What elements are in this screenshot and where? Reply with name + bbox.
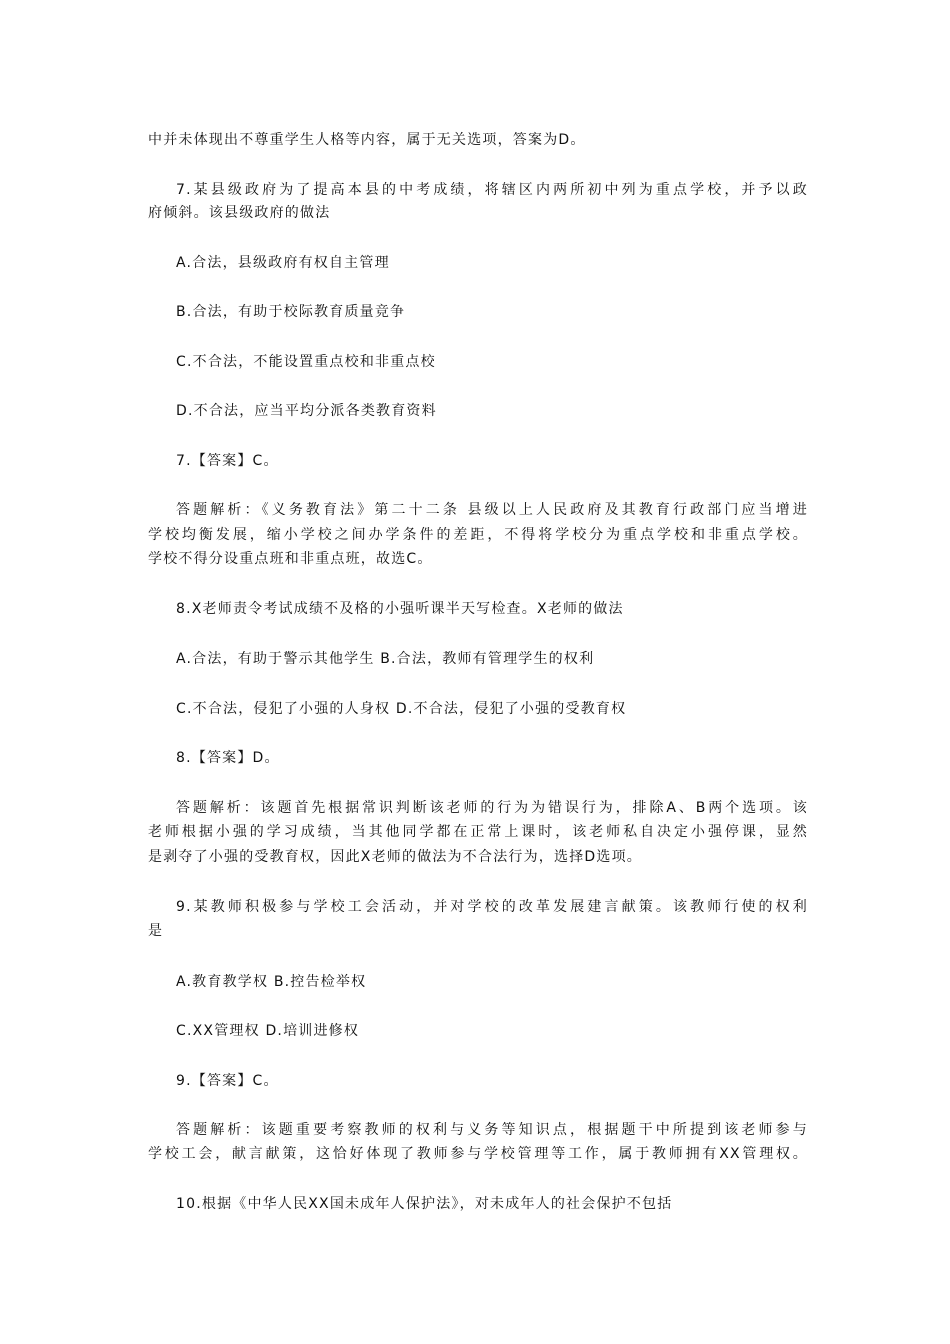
text-line: 府倾斜。该县级政府的做法 — [148, 205, 331, 221]
text-line: 老师根据小强的学习成绩，当其他同学都在正常上课时，该老师私自决定小强停课，显然 — [148, 824, 808, 840]
question-7: 7.某县级政府为了提高本县的中考成绩，将辖区内两所初中列为重点学校，并予以政 — [176, 182, 808, 198]
question-9: 9.某教师积极参与学校工会活动，并对学校的改革发展建言献策。该教师行使的权利 — [176, 899, 808, 915]
answer-9: 9.【答案】C。 — [176, 1073, 279, 1089]
text-line: 中并未体现出不尊重学生人格等内容，属于无关选项，答案为D。 — [148, 132, 586, 148]
options-cd: C.不合法，侵犯了小强的人身权 D.不合法，侵犯了小强的受教育权 — [176, 701, 627, 717]
text-line: 是 — [148, 923, 164, 939]
options-ab: A.合法，有助于警示其他学生 B.合法，教师有管理学生的权利 — [176, 651, 595, 667]
question-8: 8.X老师责令考试成绩不及格的小强听课半天写检查。X老师的做法 — [176, 601, 624, 617]
option-a: A.合法，县级政府有权自主管理 — [176, 255, 390, 271]
option-d: D.不合法，应当平均分派各类教育资料 — [176, 403, 437, 419]
explanation-7: 答题解析：《义务教育法》第二十二条 县级以上人民政府及其教育行政部门应当增进 — [176, 502, 808, 518]
text-line: 学校工会，献言献策，这恰好体现了教师参与学校管理等工作，属于教师拥有XX管理权。 — [148, 1146, 808, 1162]
options-ab: A.教育教学权 B.控告检举权 — [176, 974, 367, 990]
text-line: 学校不得分设重点班和非重点班，故选C。 — [148, 551, 433, 567]
text-line: 是剥夺了小强的受教育权，因此X老师的做法为不合法行为，选择D选项。 — [148, 849, 642, 865]
question-10: 10.根据《中华人民XX国未成年人保护法》，对未成年人的社会保护不包括 — [176, 1196, 673, 1212]
explanation-8: 答题解析：该题首先根据常识判断该老师的行为为错误行为，排除A、B两个选项。该 — [176, 800, 808, 816]
answer-8: 8.【答案】D。 — [176, 750, 280, 766]
explanation-9: 答题解析：该题重要考察教师的权利与义务等知识点，根据题干中所提到该老师参与 — [176, 1122, 808, 1138]
answer-7: 7.【答案】C。 — [176, 453, 279, 469]
options-cd: C.XX管理权 D.培训进修权 — [176, 1023, 360, 1039]
option-c: C.不合法，不能设置重点校和非重点校 — [176, 354, 436, 370]
option-b: B.合法，有助于校际教育质量竞争 — [176, 304, 406, 320]
text-line: 学校均衡发展，缩小学校之间办学条件的差距，不得将学校分为重点学校和非重点学校。 — [148, 527, 808, 543]
